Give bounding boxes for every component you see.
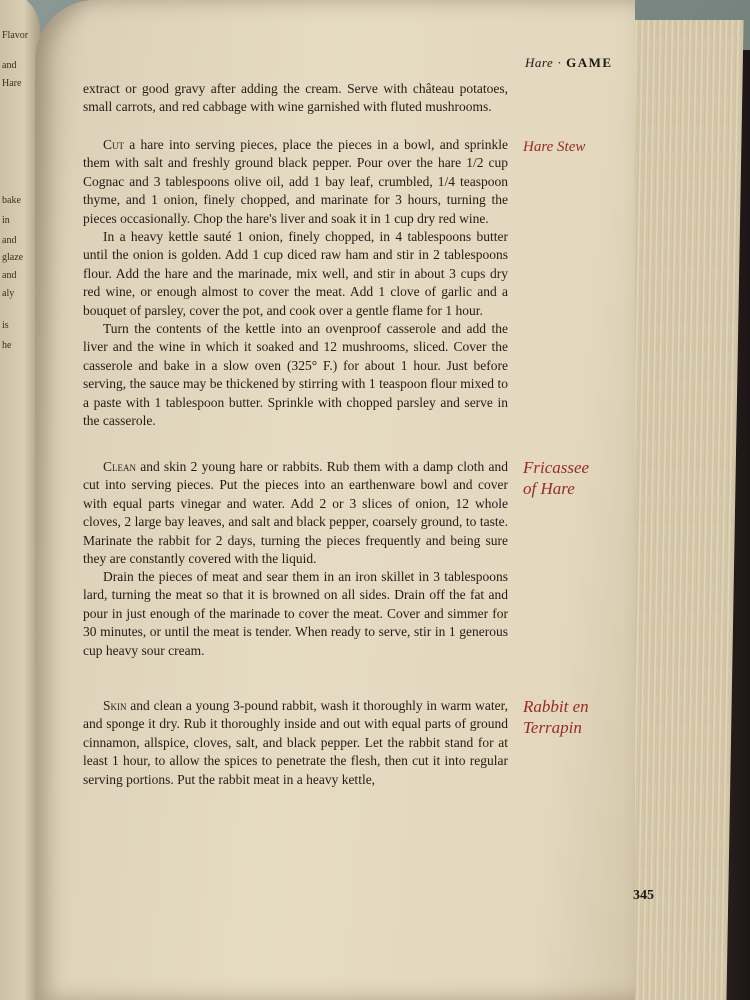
recipe-title-rabbit-en-terrapin: Rabbit en Terrapin — [523, 697, 589, 737]
left-page-fragment: aly — [2, 288, 15, 299]
paragraph-text: Turn the contents of the kettle into an ovenproof casserole and add the liver and the wine in which it soaked and 12 mushrooms, sliced. Cover the casserole and bake in a slow oven (325° F.) for about 1 hour. Just before serving, the sauce may be thickened by stirring with 1 teaspoon flour mixed to a paste with 1 tablespoon butter. Sprinkle with chopped parsley and serve in the casserole. — [83, 321, 508, 429]
left-page-fragment: and — [2, 235, 17, 246]
running-head — [525, 55, 635, 71]
left-page-edge — [0, 0, 40, 1000]
running-head-category: GAME — [566, 55, 613, 70]
left-page-fragment: and — [2, 60, 17, 71]
lead-word: Cut — [103, 137, 125, 152]
left-page-fragment: Hare — [2, 78, 22, 89]
recipe-paragraph — [83, 228, 508, 320]
recipe-title-hare-stew: Hare Stew — [523, 139, 586, 155]
left-page-fragment: glaze — [2, 252, 24, 263]
book-page — [35, 0, 654, 1000]
running-head-section: Hare — [525, 55, 554, 70]
left-page-fragment: bake — [2, 195, 21, 206]
paragraph-text: and clean a young 3-pound rabbit, wash it thoroughly in warm water, and sponge it dry. Rub it thoroughly inside and out with equal parts of ground cinnamon, allspice, cloves, salt, and black pepper. Let the rabbit stand for at least 1 hour, to allow the spices to penetrate the flesh, then cut it into regular serving portions. Put the rabbit meat in a heavy kettle, — [83, 698, 508, 787]
paragraph-text: In a heavy kettle sauté 1 onion, finely chopped, in 4 tablespoons butter until the onion is golden. Add 1 cup diced raw ham and stir in 2 tablespoons flour. Add the hare and the marinade, mix well, and stir in about 3 cups dry red wine, or enough almost to cover the meat. Add 1 clove of garlic and a bouquet of parsley, cover the pot, and cook over a gentle flame for 1 hour. — [83, 229, 508, 318]
left-page-fragment: he — [2, 340, 12, 351]
left-page-fragment: is — [2, 320, 9, 331]
left-page-fragment: and — [2, 270, 17, 281]
left-page-fragment: Flavor — [2, 30, 29, 41]
paragraph-text: a hare into serving pieces, place the pieces in a bowl, and sprinkle them with salt and freshly ground black pepper. Pour over the hare 1/2 cup Cognac and 3 tablespoons olive oil, add 1 bay leaf, crumbled, 1/4 teaspoon thyme, and 1 onion, finely chopped, and marinate for 3 hours, turning the pieces occasionally. Chop the hare's liver and soak it in 1 cup dry red wine. — [83, 137, 508, 226]
recipe-paragraph — [83, 568, 508, 660]
recipe-paragraph — [83, 136, 508, 228]
page-number: 345 — [633, 888, 654, 903]
paragraph-text: Drain the pieces of meat and sear them in an iron skillet in 3 tablespoons lard, turning the meat so that it is browned on all sides. Drain off the fat and pour in just enough of the marinade to cover the meat. Cover and simmer for 30 minutes, or until the meat is tender. When ready to serve, stir in 1 generous cup heavy sour cream. — [83, 569, 508, 658]
left-page-fragment: in — [2, 215, 10, 226]
lead-word: Skin — [103, 698, 127, 713]
recipe-paragraph — [83, 458, 508, 568]
lead-word: Clean — [103, 459, 136, 474]
paragraph-text: and skin 2 young hare or rabbits. Rub them with a damp cloth and cut into serving pieces. Put the pieces into an earthenware bowl and cover with equal parts vinegar and water. Add 2 or 3 slices of onion, 12 whole cloves, 2 large bay leaves, and salt and black pepper, coarsely ground, to taste. Marinate the rabbit for 2 days, turning the pieces frequently and being sure they are constantly covered with the liquid. — [83, 459, 508, 567]
recipe-paragraph — [83, 697, 508, 789]
recipe-title-fricassee-of-hare: Fricassee of Hare — [523, 458, 590, 498]
intro-paragraph: extract or good gravy after adding the cream. Serve with château potatoes, small carrots, and red cabbage with wine garnished with fluted mushrooms. — [83, 81, 508, 115]
recipe-paragraph — [83, 320, 508, 430]
running-head-separator: · — [557, 55, 563, 70]
